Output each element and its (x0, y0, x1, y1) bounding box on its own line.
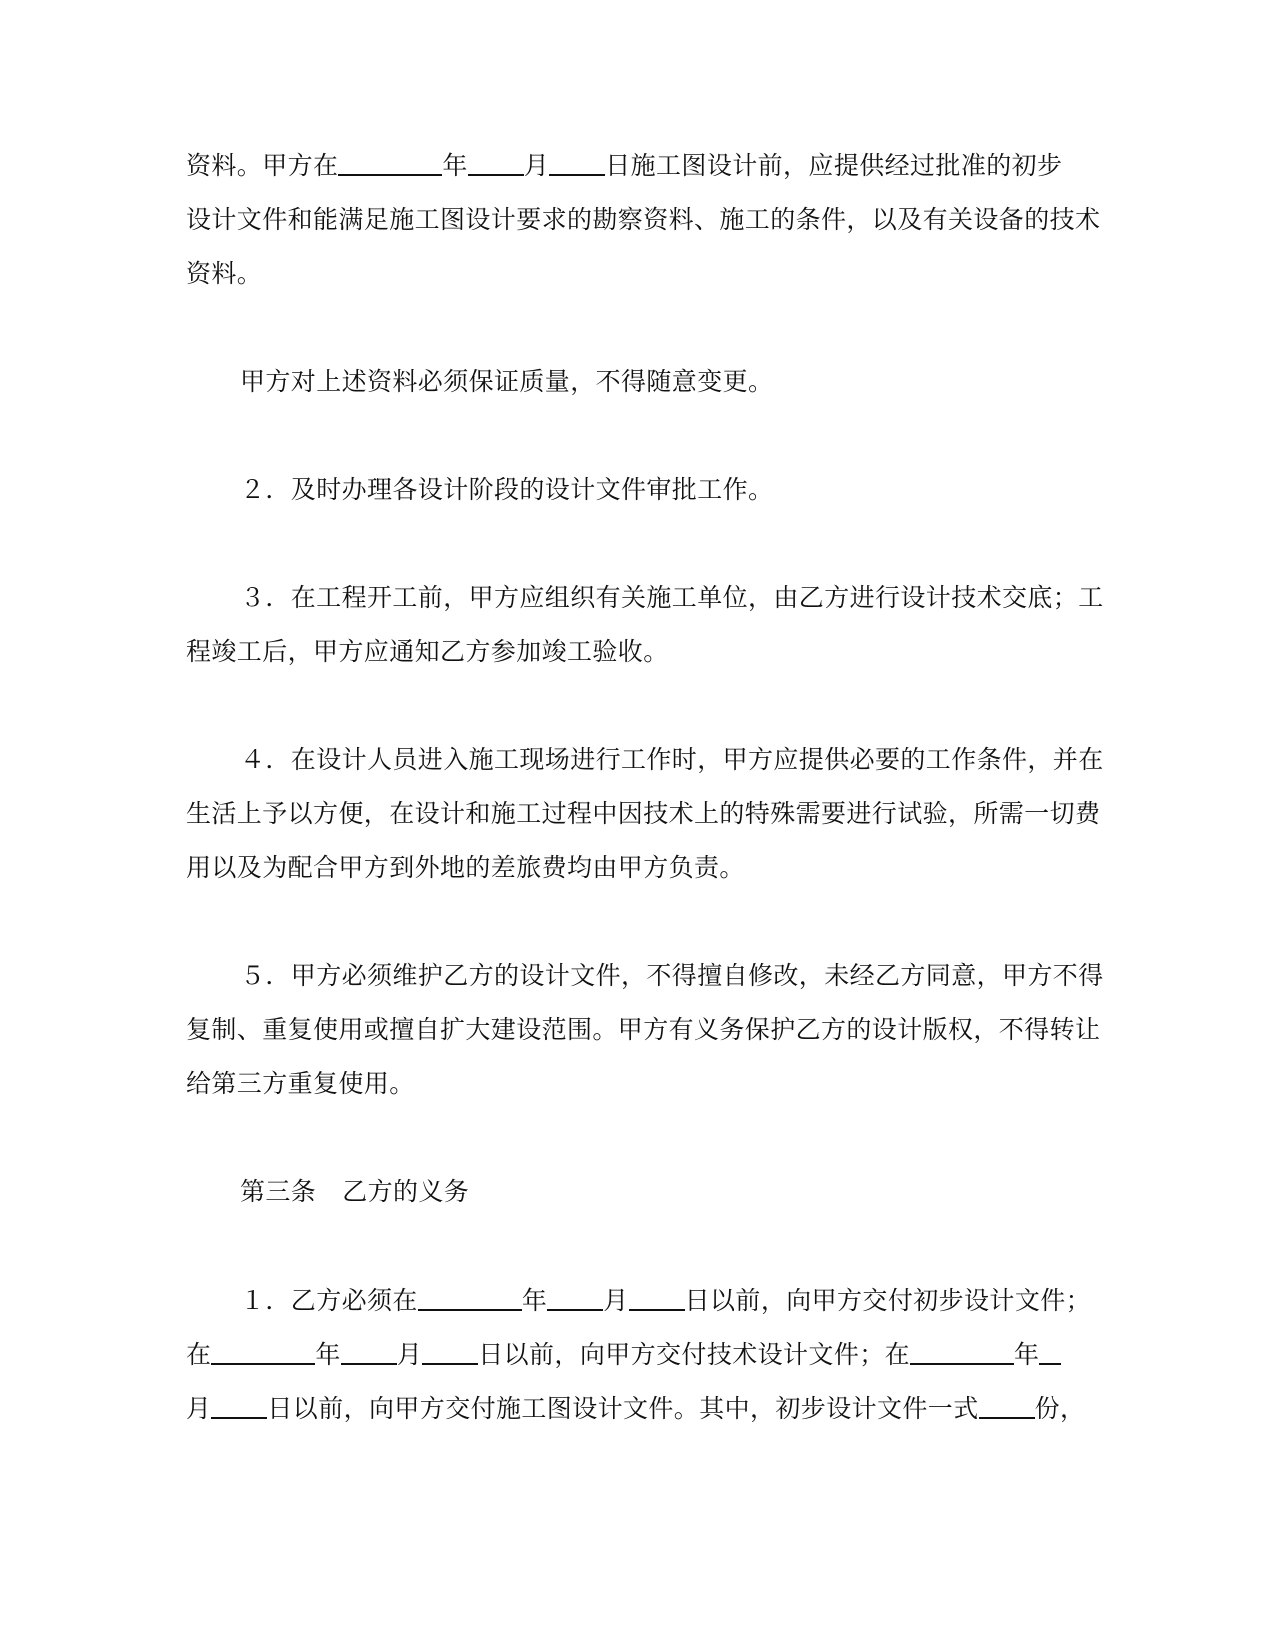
text-segment: 日以前，向甲方交付初步设计文件； (684, 1286, 1092, 1315)
paragraph-line: 设计文件和能满足施工图设计要求的勘察资料、施工的条件，以及有关设备的技术 (186, 205, 1101, 234)
text-segment: 日以前，向甲方交付技术设计文件；在 (478, 1340, 911, 1369)
text-segment: 年 (1014, 1340, 1040, 1369)
fill-blank-copies (979, 1391, 1035, 1419)
paragraph-line: 资料。 (186, 259, 263, 288)
fill-blank-year (338, 148, 442, 176)
text-segment: 月 (186, 1394, 212, 1423)
fill-blank-month (1039, 1337, 1061, 1365)
fill-blank-day (549, 148, 605, 176)
paragraph-line (240, 1281, 1140, 1321)
text-segment: 日施工图设计前，应提供经过批准的初步 (605, 151, 1063, 180)
paragraph-line (186, 1389, 1086, 1429)
fill-blank-day (629, 1283, 685, 1311)
paragraph-line: 给第三方重复使用。 (186, 1069, 415, 1098)
fill-blank-day (211, 1391, 267, 1419)
text-segment: 年 (442, 151, 468, 180)
text-segment: １．乙方必须在 (240, 1286, 418, 1315)
fill-blank-month (341, 1337, 397, 1365)
text-segment: 份， (1034, 1394, 1086, 1423)
paragraph-line (186, 1335, 1086, 1375)
text-segment: 在 (186, 1340, 212, 1369)
paragraph-line: ２．及时办理各设计阶段的设计文件审批工作。 (240, 475, 774, 504)
fill-blank-year (418, 1283, 522, 1311)
article-heading (240, 1172, 1140, 1212)
paragraph-line: 甲方对上述资料必须保证质量，不得随意变更。 (240, 367, 774, 396)
paragraph-line (186, 146, 1086, 186)
text-segment: 日以前，向甲方交付施工图设计文件。其中，初步设计文件一式 (267, 1394, 979, 1423)
article-title: 乙方的义务 (342, 1177, 470, 1206)
paragraph-line: ３．在工程开工前，甲方应组织有关施工单位，由乙方进行设计技术交底；工 (240, 583, 1104, 612)
text-segment: 年 (521, 1286, 548, 1315)
fill-blank-month (547, 1283, 603, 1311)
paragraph-line: 复制、重复使用或擅自扩大建设范围。甲方有义务保护乙方的设计版权，不得转让 (186, 1015, 1101, 1044)
paragraph-line: 程竣工后，甲方应通知乙方参加竣工验收。 (186, 637, 669, 666)
paragraph-line: ５．甲方必须维护乙方的设计文件，不得擅自修改，未经乙方同意，甲方不得 (240, 961, 1104, 990)
text-segment: 月 (603, 1286, 629, 1315)
article-number: 第三条 (240, 1177, 317, 1206)
fill-blank-day (422, 1337, 478, 1365)
paragraph-line: 生活上予以方便，在设计和施工过程中因技术上的特殊需要进行试验，所需一切费 (186, 799, 1101, 828)
fill-blank-year (910, 1337, 1014, 1365)
fill-blank-year (211, 1337, 315, 1365)
paragraph-line: 用以及为配合甲方到外地的差旅费均由甲方负责。 (186, 853, 745, 882)
fill-blank-month (468, 148, 524, 176)
paragraph-line: ４．在设计人员进入施工现场进行工作时，甲方应提供必要的工作条件，并在 (240, 745, 1104, 774)
text-segment: 资料。甲方在 (186, 151, 339, 180)
text-segment: 年 (315, 1340, 341, 1369)
text-segment: 月 (396, 1340, 423, 1369)
text-segment: 月 (523, 151, 550, 180)
